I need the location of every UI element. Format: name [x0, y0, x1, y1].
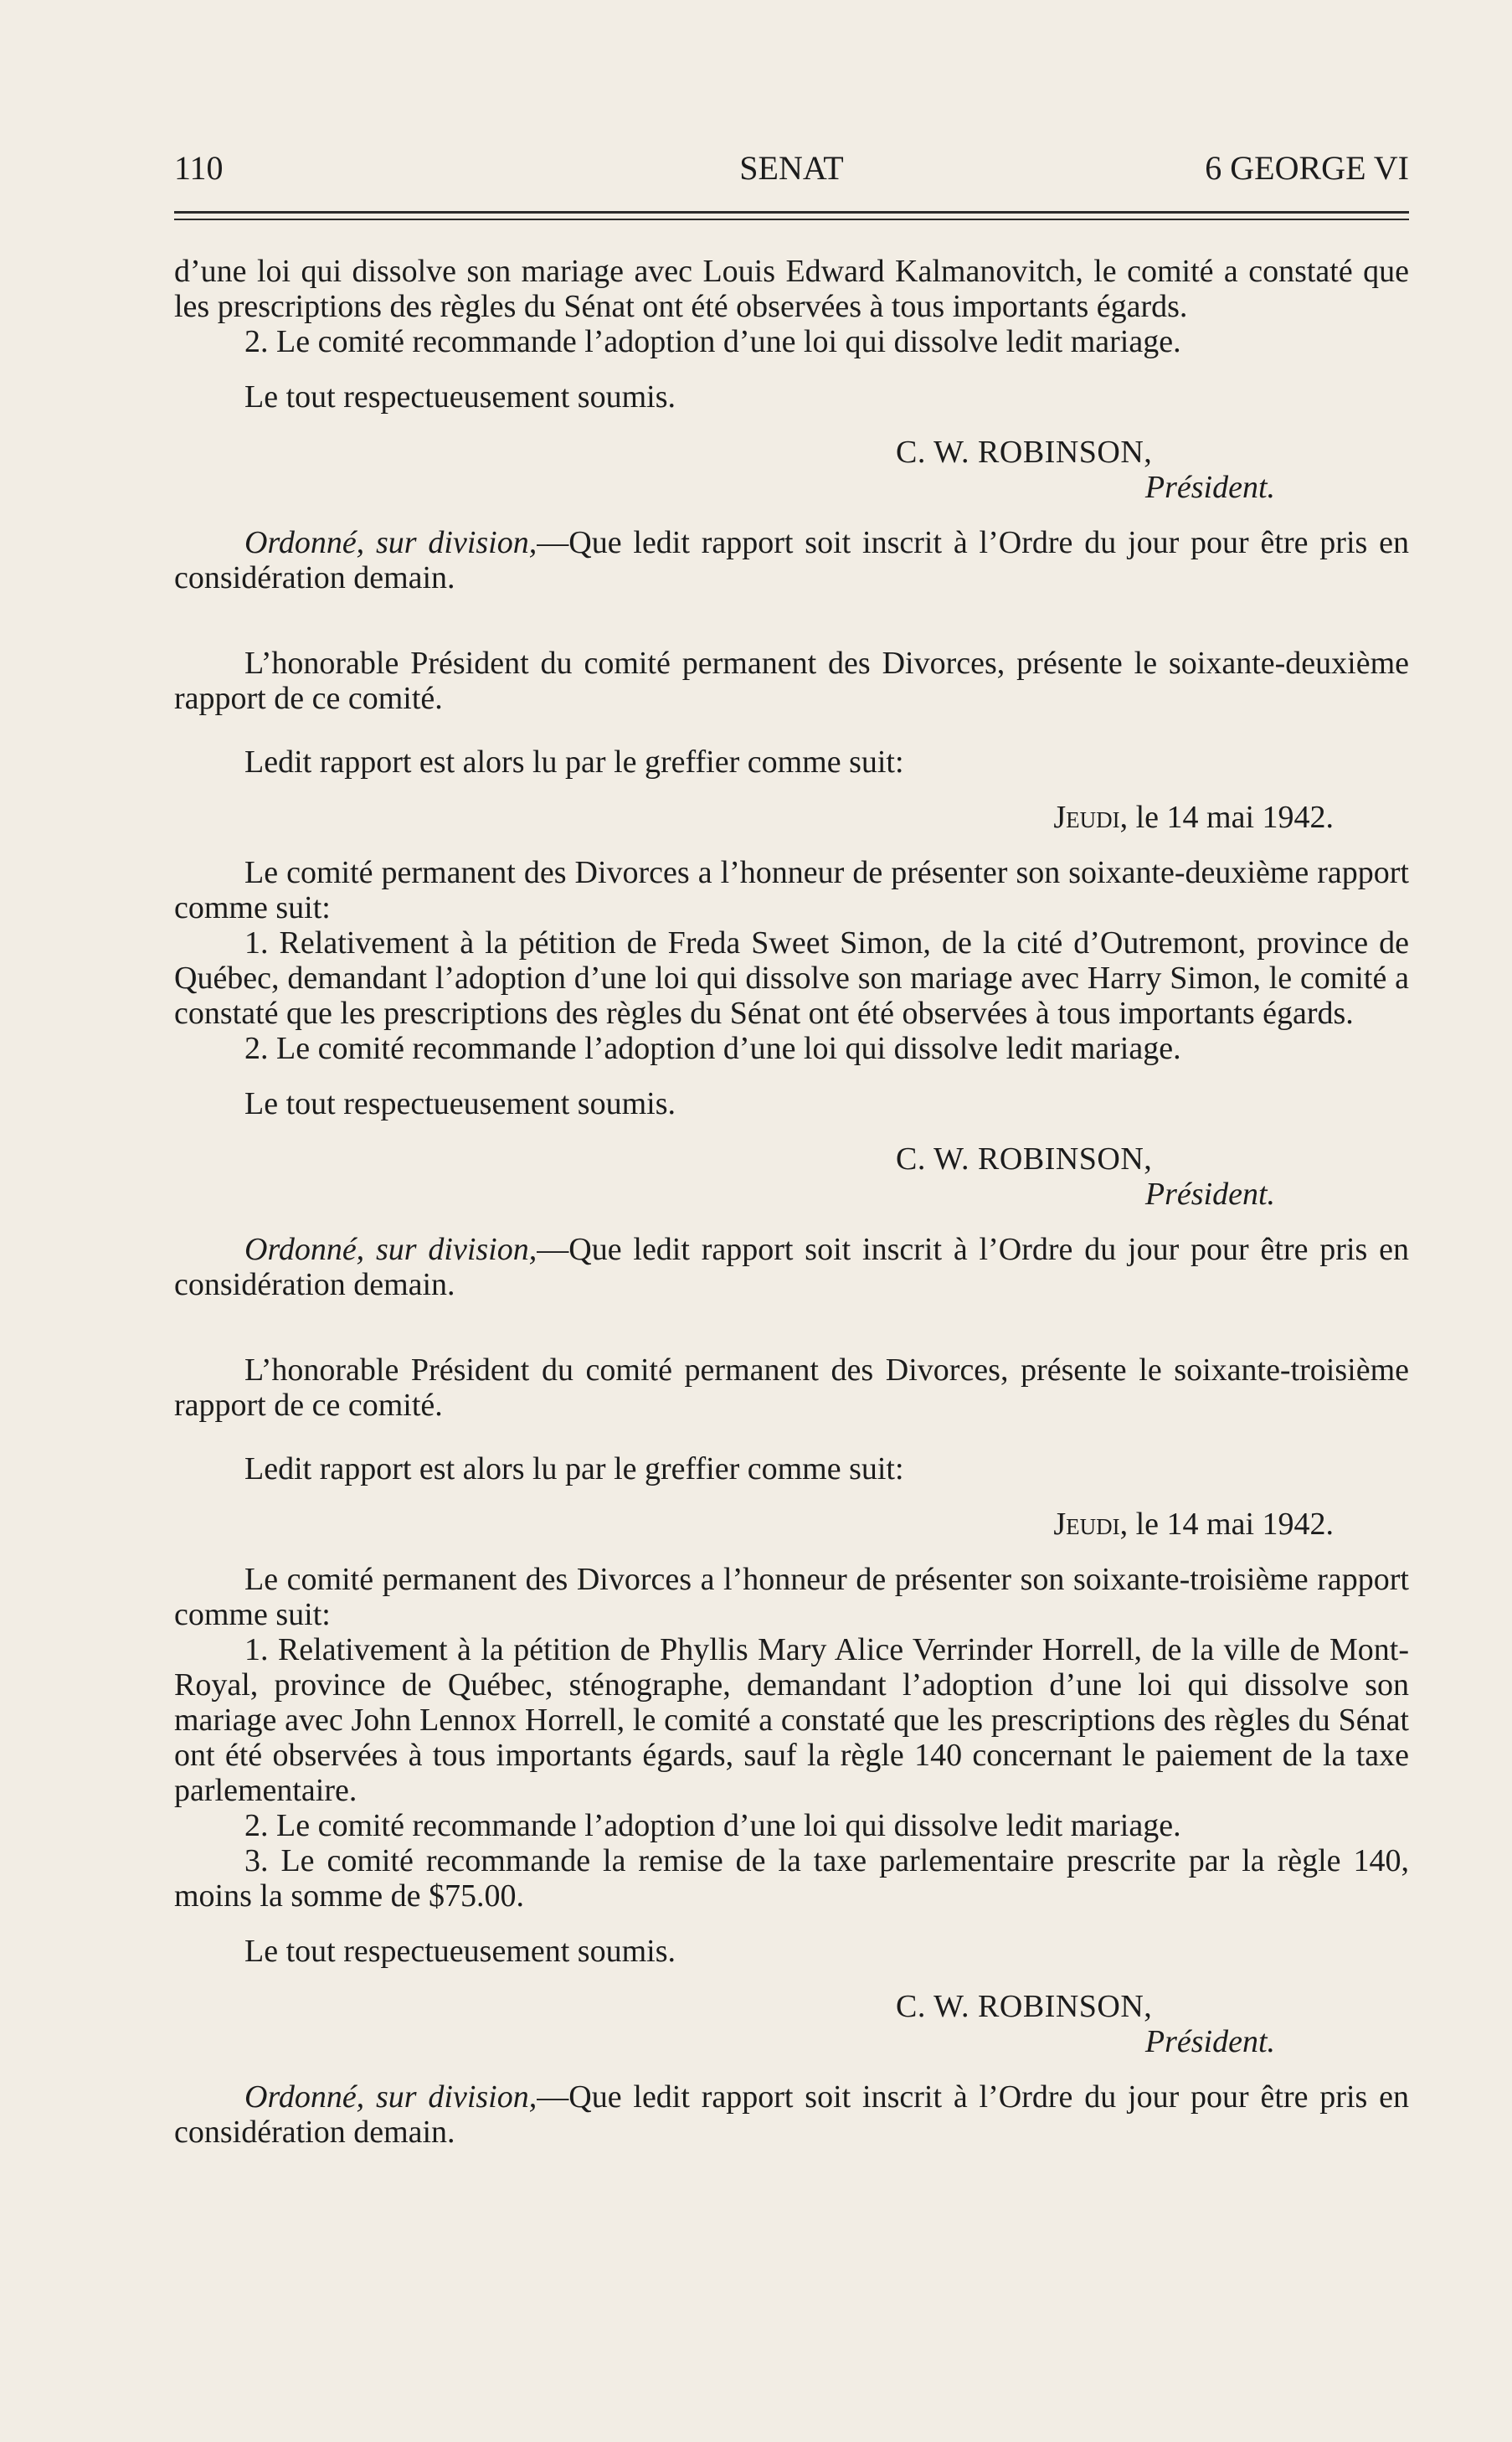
report-c-signature: C. W. ROBINSON, — [896, 1989, 1153, 2024]
report-a-order-text: —Que ledit rapport soit inscrit à l’Ordre du jour pour être pris en considération demain. — [174, 525, 1409, 595]
report-c-date-rest: , le 14 mai 1942. — [1119, 1507, 1334, 1542]
report-a-continuation: d’une loi qui dissolve son mariage avec Louis Edward Kalmanovitch, le comité a constaté que les prescriptions des règles du Sénat ont été observées à tous importants égards. — [174, 254, 1409, 324]
report-a-signature: C. W. ROBINSON, — [896, 435, 1153, 470]
report-a-order — [174, 525, 1409, 595]
report-b-order-text: —Que ledit rapport soit inscrit à l’Ordre du jour pour être pris en considération demain. — [174, 1232, 1409, 1302]
report-c-intro: L’honorable Président du comité permanent des Divorces, présente le soixante-troisième rapport de ce comité. — [174, 1352, 1409, 1423]
report-b-intro: L’honorable Président du comité permanent des Divorces, présente le soixante-deuxième rapport de ce comité. — [174, 646, 1409, 716]
header-rule-bottom — [174, 219, 1409, 220]
report-c-date-day: Jeudi — [1053, 1507, 1120, 1542]
report-b-order — [174, 1232, 1409, 1302]
report-b-date-rest: , le 14 mai 1942. — [1119, 800, 1334, 835]
report-a-order-lead: Ordonné, sur division, — [244, 525, 537, 560]
report-b-closing: Le tout respectueusement soumis. — [244, 1086, 676, 1121]
report-b-order-lead: Ordonné, sur division, — [244, 1232, 537, 1267]
report-a-item-2: 2. Le comité recommande l’adoption d’une loi qui dissolve ledit mariage. — [244, 324, 1181, 359]
report-c-order-lead: Ordonné, sur division, — [244, 2079, 537, 2115]
running-header — [174, 147, 1409, 189]
report-c-signature-title: Président. — [1144, 2024, 1275, 2059]
report-c-order — [174, 2079, 1409, 2150]
report-b-item-1: 1. Relativement à la pétition de Freda Sweet Simon, de la cité d’Outremont, province de Québec, demandant l’adoption d’une loi qui dissolve son mariage avec Harry Simon, le comité a constaté que les prescriptions des règles du Sénat ont été observées à tous importants égards. — [174, 925, 1409, 1031]
report-b-honour: Le comité permanent des Divorces a l’honneur de présenter son soixante-deuxième rapport comme suit: — [174, 855, 1409, 925]
report-b-date — [174, 800, 1409, 835]
page-body — [174, 254, 1409, 2150]
report-b-signature-title: Président. — [1144, 1177, 1275, 1212]
report-c-date — [174, 1507, 1409, 1542]
report-c-order-text: —Que ledit rapport soit inscrit à l’Ordre du jour pour être pris en considération demain. — [174, 2079, 1409, 2150]
page-number: 110 — [174, 149, 224, 187]
report-a-closing: Le tout respectueusement soumis. — [244, 379, 676, 415]
report-c-read: Ledit rapport est alors lu par le greffier comme suit: — [244, 1451, 904, 1486]
report-c-item-3: 3. Le comité recommande la remise de la taxe parlementaire prescrite par la règle 140, moins la somme de $75.00. — [174, 1843, 1409, 1914]
report-b-date-day: Jeudi — [1053, 800, 1120, 835]
report-c-item-1: 1. Relativement à la pétition de Phyllis Mary Alice Verrinder Horrell, de la ville de Mont-Royal, province de Québec, sténographe, demandant l’adoption d’une loi qui dissolve son mariage avec John Lennox Horrell, le comité a constaté que les prescriptions des règles du Sénat ont été observées à tous importants égards, sauf la règle 140 concernant le paiement de la taxe parlementaire. — [174, 1632, 1409, 1808]
report-b-read: Ledit rapport est alors lu par le greffier comme suit: — [244, 744, 904, 780]
report-c-item-2: 2. Le comité recommande l’adoption d’une loi qui dissolve ledit mariage. — [244, 1808, 1181, 1843]
report-b-item-2: 2. Le comité recommande l’adoption d’une loi qui dissolve ledit mariage. — [244, 1031, 1181, 1066]
header-reign: 6 GEORGE VI — [1205, 149, 1409, 187]
report-b-signature: C. W. ROBINSON, — [896, 1141, 1153, 1177]
report-c-honour: Le comité permanent des Divorces a l’honneur de présenter son soixante-troisième rapport comme suit: — [174, 1562, 1409, 1632]
header-title: SENAT — [739, 149, 844, 187]
report-a-signature-title: Président. — [1144, 470, 1275, 505]
header-rule-top — [174, 211, 1409, 214]
report-c-closing: Le tout respectueusement soumis. — [244, 1934, 676, 1969]
